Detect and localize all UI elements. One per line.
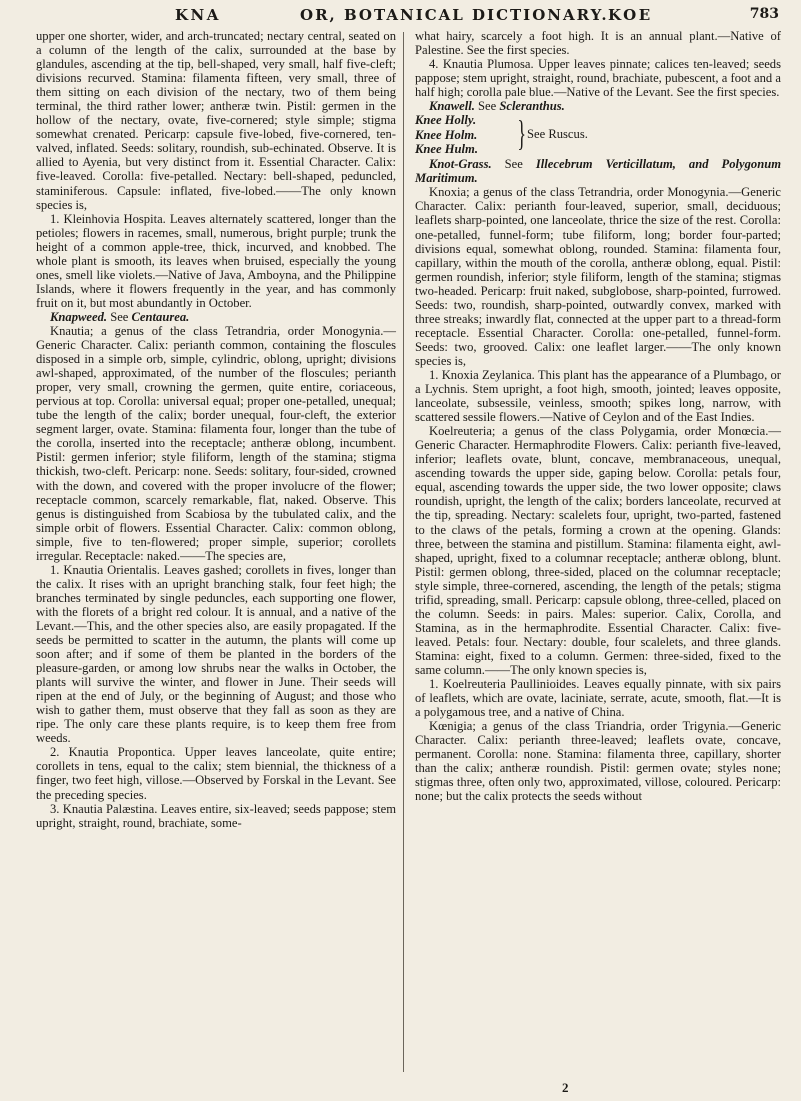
running-header (0, 6, 801, 28)
right-column (415, 29, 781, 803)
entry-knautia-plumosa: 4. Knautia Plumosa. Upper leaves pinnate; calices ten-leaved; seeds pappose; stem upright, straight, round, brachiate, pubescent, a foot and a half high; corolla pale blue.—Native of the Levant. See the first species. (415, 57, 781, 100)
headword: Knee Holm. (415, 127, 478, 142)
headword: Knapweed. (50, 309, 108, 324)
cross-reference: Illecebrum Verticillatum, and Polygonum Maritimum. (415, 157, 782, 186)
entry-knee-group (415, 113, 781, 157)
column-divider (403, 32, 404, 1072)
grouping-brace: } (517, 113, 526, 154)
headword: Knee Holly. (415, 113, 477, 128)
entry-kleinhovia-continued: upper one shorter, wider, and arch-truncated; nectary central, seated on a column of the length of the calix, surrounded at the base by glandules, ascending at the tip, bell-shaped, very small, half five-cleft; divisions recurved. Stamina: filamenta fifteen, very small, three of them sitting on each division of the nectary, two of them being terminal, the third rather lower; antheræ twin. Pistil: germen in the hollow of the nectary, ovate, five-cornered; style simple; stigma somewhat crenated. Pericarp: capsule five-lobed, five-cornered, ten-valved, inflated. Seeds: solitary, roundish, sub-echinated. Observe. It is allied to Ayenia, but very distinct from it. Essential Character. Calix: five-leaved. Corolla: five-petalled. Nectary: bell-shaped, peduncled, staminiferous. Capsule: inflated, five-lobed.——The only known species is, (36, 29, 396, 212)
entry-knautia-palaestina-continued: what hairy, scarcely a foot high. It is an annual plant.—Native of Palestine. See the first species. (415, 29, 781, 58)
entry-knawell (415, 99, 781, 113)
left-column (36, 29, 396, 830)
cross-reference: Centaurea. (131, 309, 190, 324)
entry-koelreuteria-paullinioides: 1. Koelreuteria Paullinioides. Leaves equally pinnate, with six pairs of leaflets, which are ovate, laciniate, serrate, acute, smooth, flat.—It is a polygamous tree, and a native of China. (415, 677, 781, 720)
entry-koenigia: Kœnigia; a genus of the class Triandria, order Trigynia.—Generic Character. Calix: perianth three-leaved; leaflets ovate, concave, permanent. Corolla: none. Stamina: filamenta three, capillary, shorter than the calix; antheræ roundish. Pistil: germen ovate; styles none; stigmas three, often only two, approximated, villose, coloured. Pericarp: none; but the calix protects the seeds without (415, 719, 781, 804)
see-label: See (478, 99, 497, 114)
entry-knautia-orientalis: 1. Knautia Orientalis. Leaves gashed; corollets in fives, longer than the calix. It rises with an upright branching stalk, four feet high; the branches terminated by single peduncles, each supporting one flower, with the florets of a bright red colour. It is annual, and a native of the Levant.—This, and the other species also, are easily propagated. If the seeds be permitted to scatter in the autumn, the plants will come up soon after; and if some of them be planted in the borders of the pleasure-garden, or among low shrubs near the walks in October, the plants will survive the winter, and flower in June. Their seeds will ripen at the end of July, or the beginning of August; and those who wish to gather them, must observe that they fall as soon as they are ripe. The only care these plants require, is to keep them free from weeds. (36, 562, 396, 746)
header-left-guideword: KNA (175, 6, 221, 24)
see-label: See (504, 157, 523, 172)
cross-reference: See Ruscus. (527, 127, 588, 142)
entry-knautia-palaestina: 3. Knautia Palæstina. Leaves entire, six-leaved; seeds pappose; stem upright, straight, round, brachiate, some- (36, 801, 396, 830)
entry-knautia: Knautia; a genus of the class Tetrandria, order Monogynia.—Generic Character. Calix: perianth common, containing the floscules disposed in a simple orb, simple, cylindric, oblong, upright; divisions awl-shaped, approximated, of the number of the floscules; perianth proper, very small, crowning the germen, quite entire, coriaceous, pervious at top. Corolla: universal equal; proper one-petalled, unequal; tube the length of the calix; border unequal, four-cleft, the exterior segment larger, ovate. Stamina: filamenta four, longer than the tube of the corolla, inserted into the receptacle; antheræ oblong, incumbent. Pistil: germen inferior; style filiform, length of the stamina; stigma thickish, two-cleft. Pericarp: none. Seeds: solitary, four-sided, crowned with the down, and covered with the proper involucre of the flower; receptacle common, scarcely remarkable, flat, naked. Observe. This genus is distinguished from Scabiosa by the tubulated calix, and the simple orbit of flowers. Essential Character. Calix: common oblong, simple, five to ten-flowered; proper simple, superior; corollets irregular. Receptacle: naked.——The species are, (36, 323, 396, 563)
header-right-guideword: KOE (608, 6, 653, 24)
headword: Knawell. (429, 99, 475, 114)
knee-headwords (415, 113, 478, 156)
entry-knautia-propontica: 2. Knautia Propontica. Upper leaves lanceolate, quite entire; corollets in tens, equal to the calix; stem biennial, the thickness of a finger, two feet high, villose.—Observed by Forskal in the Levant. See the preceding species. (36, 745, 396, 802)
entry-knoxia-zeylanica: 1. Knoxia Zeylanica. This plant has the appearance of a Plumbago, or a Lychnis. Stem upright, a foot high, smooth, jointed; leaves opposite, lanceolate, subsessile, veinless, smooth; spikes long, narrow, with scattered sessile flowers.—Native of Ceylon and of the East Indies. (415, 367, 781, 425)
entry-kleinhovia-hospita: 1. Kleinhovia Hospita. Leaves alternately scattered, longer than the petioles; flowers in racemes, small, numerous, bright purple; trunk the height of a common apple-tree, thick, incurved, and knobbed. The whole plant is smooth, its leaves when bruised, especially the young ones, smell like violets.—Native of Java, Amboyna, and the Philippine Islands, where it flowers frequently in the year, and has commonly fruit on it, but most abundantly in October. (36, 211, 396, 310)
header-title: OR, BOTANICAL DICTIONARY. (300, 6, 609, 24)
headword: Knot-Grass. (429, 157, 492, 172)
page-number: 783 (749, 6, 779, 22)
entry-knot-grass (415, 157, 781, 185)
entry-knoxia: Knoxia; a genus of the class Tetrandria, order Monogynia.—Generic Character. Calix: perianth four-leaved, superior, small, deciduous; leaflets sharp-pointed, one lanceolate, thrice the size of the rest. Corolla: one-petalled, funnel-form; tube filiform, long; border four-parted; divisions equal, somewhat oblong, rounded. Stamina: filamenta four, capillary, within the mouth of the corolla, antheræ oblong, equal. Pistil: germen roundish, inferior; style filiform, length of the stamina; stigmas two-headed. Pericarp: fruit naked, subglobose, sharp-pointed, furrowed. Seeds: two, roundish, sharp-pointed, outwardly convex, marked with three streaks; inwardly flat, connected at the upper part to a thread-form receptacle. Essential Character. Corolla: one-petalled, funnel-form. Seeds: two, grooved. Calix: one leaflet larger.——The only known species is, (415, 185, 781, 368)
signature-mark: 2 (562, 1080, 569, 1095)
entry-koelreuteria: Koelreuteria; a genus of the class Polygamia, order Monœcia.—Generic Character. Hermaphrodite Flowers. Calix: perianth five-leaved, inferior; leaflets ovate, blunt, concave, membranaceous, unequal, ascending towards the upper side, gaping below. Corolla: petals four, equal, ascending towards the upper side, the two lower opposite; claws roundish, upright, the length of the calix; borders lanceolate, recurved at the tip, spreading. Nectary: scalelets four, upright, two-parted, fastened to the claws of the petals, forming a crown at the opening. Glands: three, between the stamina and pistillum. Stamina: filamenta eight, awl-shaped, upright, fixed to a columnar receptacle; antheræ oblong, blunt. Pistil: germen oblong, three-sided, placed on the columnar receptacle; style simple, three-cornered, ascending, the length of the petals; stigma trifid, spreading, small. Pericarp: capsule oblong, three-celled, placed on the column. Seeds: in pairs. Males: superior. Calix, Corolla, and Stamina, as in the hermaphrodite. Essential Character. Calix: five-leaved. Petals: four. Nectary: double, four scalelets, and three glands. Stamina: eight, fixed to a column. Germen: three-sided, fixed to the same column.——The only known species is, (415, 424, 781, 677)
see-label: See (110, 309, 129, 324)
headword: Knee Hulm. (415, 142, 478, 157)
entry-knapweed (36, 310, 396, 324)
cross-reference: Scleranthus. (499, 99, 565, 114)
